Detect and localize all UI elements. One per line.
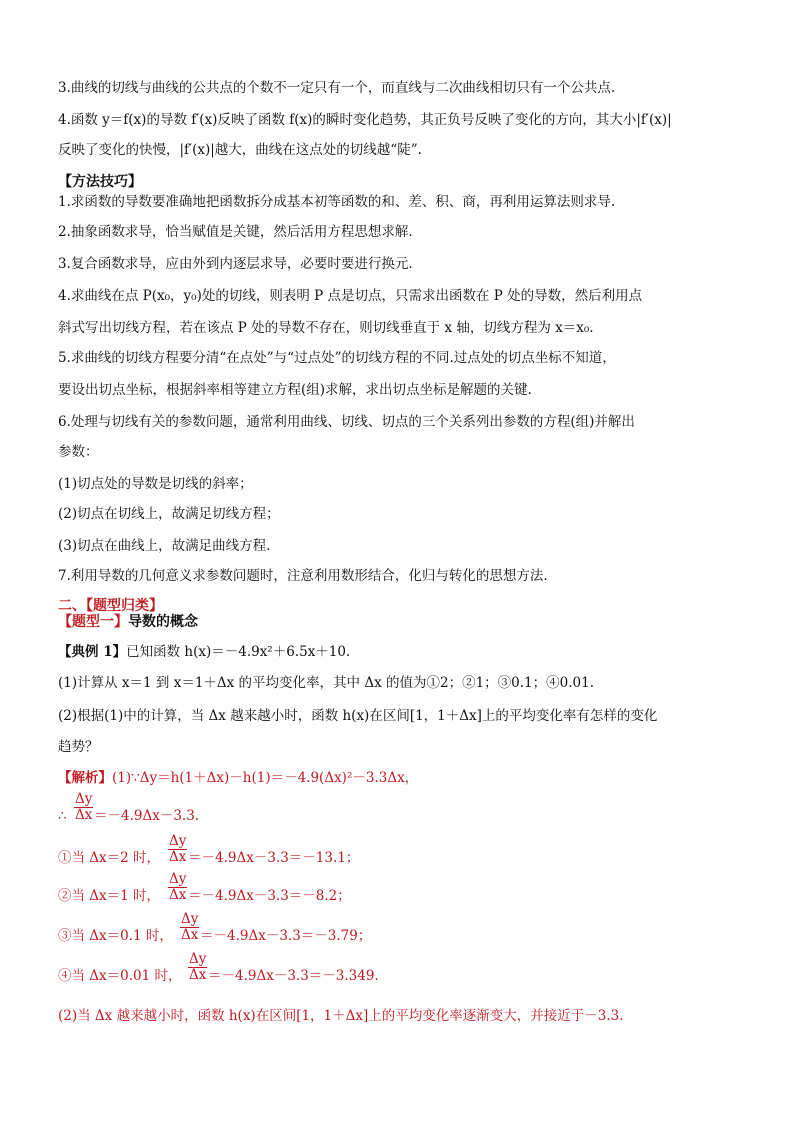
case-3-label: ③当 Δx＝0.1 时， [58,928,173,944]
fraction-denominator: Δx [169,849,187,865]
method-6-item-3: (3)切点在曲线上，故满足曲线方程. [58,538,271,554]
case-1-fraction [168,834,187,865]
fraction-numerator: Δy [189,951,207,967]
fraction-numerator: Δy [169,871,187,887]
method-5-line1: 5.求曲线的切线方程要分清“在点处”与“过点处”的切线方程的不同.过点处的切点坐标不知道， [58,350,616,366]
note-3: 3.曲线的切线与曲线的公共点的个数不一定只有一个，而直线与二次曲线相切只有一个公共点. [58,80,616,96]
case-3-result: ＝－4.9Δx－3.3＝－3.79； [200,928,372,944]
method-4-line2: 斜式写出切线方程，若在该点 P 处的导数不存在，则切线垂直于 x 轴，切线方程为 x＝x₀. [58,320,594,336]
fraction-denominator: Δx [169,887,187,903]
method-3: 3.复合函数求导，应由外到内逐层求导，必要时要进行换元. [58,256,413,272]
example-stem: 已知函数 h(x)＝－4.9x²＋6.5x＋10. [126,644,351,660]
type-1-tag: 【题型一】 [58,614,128,630]
method-6-line2: 参数： [58,444,99,460]
type-1-name: 导数的概念 [128,614,198,630]
fraction-denominator: Δx [75,807,93,823]
case-2-result: ＝－4.9Δx－3.3＝－8.2； [188,888,351,904]
case-1-label: ①当 Δx＝2 时， [58,850,161,866]
example-question-2-line1: (2)根据(1)中的计算，当 Δx 越来越小时，函数 h(x)在区间[1，1＋Δx]上的平均变化率有怎样的变化 [58,708,658,724]
solution-line-2: ＝－4.9Δx－3.3. [94,808,200,824]
case-4-result: ＝－4.9Δx－3.3＝－3.349. [208,968,379,984]
solution-line-1 [58,768,418,788]
solution-conclusion: (2)当 Δx 越来越小时，函数 h(x)在区间[1，1＋Δx]上的平均变化率逐渐变大，并接近于－3.3. [58,1008,624,1024]
section-title: 二、【题型归类】 [58,598,163,614]
method-6-line1: 6.处理与切线有关的参数问题，通常利用曲线、切线、切点的三个关系列出参数的方程(组)并解出 [58,414,635,430]
therefore-symbol: ∴ [58,808,67,824]
note-4-line1: 4.函数 y＝f(x)的导数 f′(x)反映了函数 f(x)的瞬时变化趋势，其正负号反映了变化的方向，其大小|f′(x)| [58,112,672,128]
example-question-1: (1)计算从 x＝1 到 x＝1＋Δx 的平均变化率，其中 Δx 的值为①2；②1；③0.1；④0.01. [58,675,594,691]
case-2-fraction [168,872,187,903]
case-3-fraction [180,912,199,943]
fraction-numerator: Δy [75,791,93,807]
example-stem-line [58,642,350,662]
case-2-label: ②当 Δx＝1 时， [58,888,161,904]
method-6-item-1: (1)切点处的导数是切线的斜率； [58,476,253,492]
example-tag: 【典例 1】 [58,644,127,660]
method-7: 7.利用导数的几何意义求参数问题时，注意利用数形结合，化归与转化的思想方法. [58,568,548,584]
method-2: 2.抽象函数求导，恰当赋值是关键，然后活用方程思想求解. [58,224,413,240]
fraction-dy-dx [74,792,93,823]
fraction-denominator: Δx [189,967,207,983]
method-1: 1.求函数的导数要准确地把函数拆分成基本初等函数的和、差、积、商，再利用运算法则求导. [58,194,616,210]
method-4-line1: 4.求曲线在点 P(x₀，y₀)处的切线，则表明 P 点是切点，只需求出函数在 P 处的导数，然后利用点 [58,288,643,304]
fraction-numerator: Δy [181,911,199,927]
solution-tag: 【解析】 [58,770,112,786]
type-1-heading [58,612,198,632]
solution-delta-y: (1)∵Δy＝h(1＋Δx)－h(1)＝－4.9(Δx)²－3.3Δx， [112,770,419,786]
fraction-denominator: Δx [181,927,199,943]
method-6-item-2: (2)切点在切线上，故满足切线方程； [58,506,280,522]
case-4-label: ④当 Δx＝0.01 时， [58,968,182,984]
method-5-line2: 要设出切点坐标，根据斜率相等建立方程(组)求解，求出切点坐标是解题的关键. [58,382,532,398]
fraction-numerator: Δy [169,833,187,849]
case-1-result: ＝－4.9Δx－3.3＝－13.1； [188,850,360,866]
note-4-line2: 反映了变化的快慢，|f′(x)|越大，曲线在这点处的切线越“陡”. [58,142,422,158]
case-4-fraction [188,952,207,983]
methods-heading: 【方法技巧】 [58,174,142,190]
example-question-2-line2: 趋势？ [58,739,99,755]
